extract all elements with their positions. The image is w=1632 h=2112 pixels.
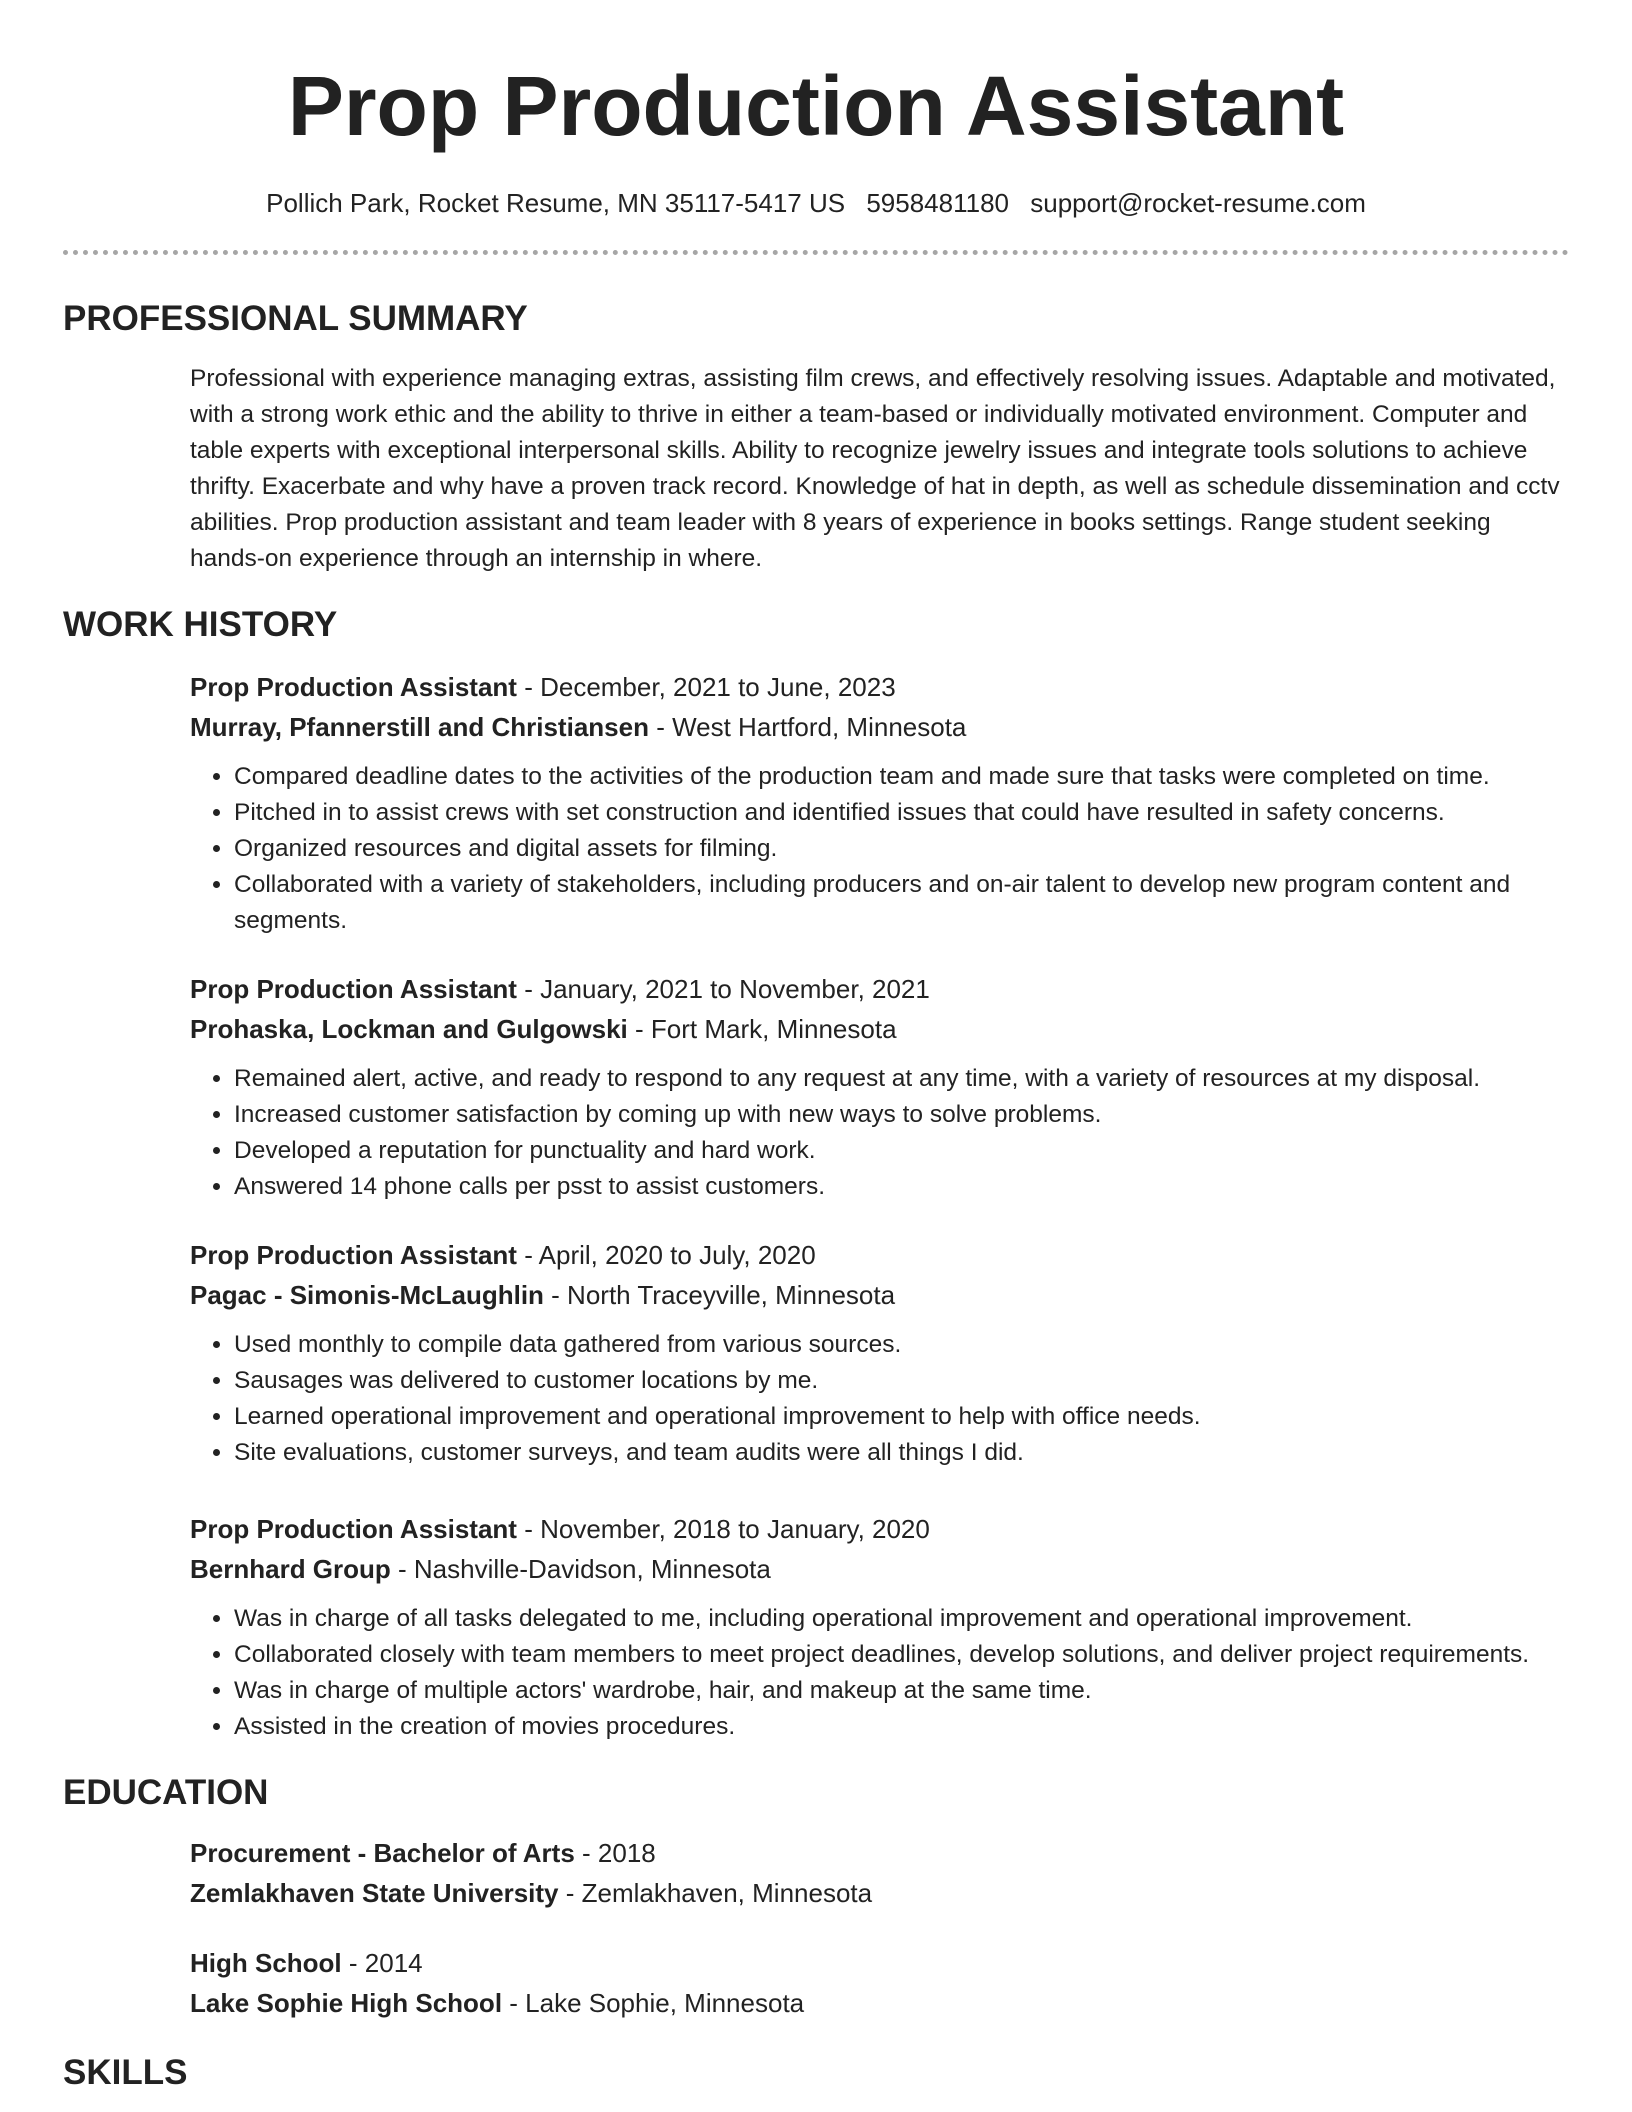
job-bullets <box>190 1601 1569 1745</box>
bullet-item: • Was in charge of multiple actors' wardrobe, hair, and makeup at the same time. <box>234 1673 1569 1709</box>
separator: - <box>516 1514 541 1544</box>
header-divider <box>63 250 1569 255</box>
bullet-item: • Compared deadline dates to the activities of the production team and made sure that tasks were completed on time. <box>234 759 1569 795</box>
bullet-item: • Answered 14 phone calls per psst to assist customers. <box>234 1169 1569 1205</box>
separator: - <box>390 1554 414 1584</box>
separator: - <box>627 1014 651 1044</box>
separator: - <box>516 672 541 702</box>
job-bullets <box>190 759 1569 939</box>
contact-phone: 5958481180 <box>866 188 1010 218</box>
contact-address: Pollich Park, Rocket Resume, MN 35117-5417 US <box>266 188 846 218</box>
separator: - <box>516 974 541 1004</box>
job-title: Prop Production Assistant <box>190 1514 517 1544</box>
work-entry <box>190 1235 1569 1471</box>
company-line <box>190 1275 1569 1315</box>
school-location: Lake Sophie, Minnesota <box>525 1988 805 2018</box>
school-line <box>190 1873 1569 1913</box>
bullet-item: • Collaborated closely with team members to meet project deadlines, develop solutions, and deliver project requirements. <box>234 1637 1569 1673</box>
bullet-item: • Organized resources and digital assets for filming. <box>234 831 1569 867</box>
section-title-skills: SKILLS <box>63 2053 188 2092</box>
degree-line <box>190 1833 1569 1873</box>
bullet-item: • Pitched in to assist crews with set construction and identified issues that could have resulted in safety concerns. <box>234 795 1569 831</box>
work-entry <box>190 969 1569 1205</box>
job-title: Prop Production Assistant <box>190 974 517 1004</box>
school-name: Zemlakhaven State University <box>190 1878 559 1908</box>
company-location: Fort Mark, Minnesota <box>650 1014 897 1044</box>
bullet-item: • Collaborated with a variety of stakeholders, including producers and on-air talent to develop new program content and segments. <box>234 867 1569 939</box>
bullet-item: • Was in charge of all tasks delegated to me, including operational improvement and operational improvement. <box>234 1601 1569 1637</box>
company-line <box>190 1549 1569 1589</box>
job-title: Prop Production Assistant <box>190 672 517 702</box>
bullet-item: • Site evaluations, customer surveys, and team audits were all things I did. <box>234 1435 1569 1471</box>
job-title-line <box>190 969 1569 1009</box>
resume-name: Prop Production Assistant <box>287 59 1345 153</box>
work-entry <box>190 667 1569 939</box>
bullet-item: • Developed a reputation for punctuality and hard work. <box>234 1133 1569 1169</box>
company-name: Pagac - Simonis-McLaughlin <box>190 1280 544 1310</box>
company-location: North Traceyville, Minnesota <box>567 1280 896 1310</box>
company-name: Murray, Pfannerstill and Christiansen <box>190 712 649 742</box>
company-location: Nashville-Davidson, Minnesota <box>413 1554 771 1584</box>
school-name: Lake Sophie High School <box>190 1988 503 2018</box>
bullet-item: • Learned operational improvement and operational improvement to help with office needs. <box>234 1399 1569 1435</box>
job-bullets <box>190 1061 1569 1205</box>
school-line <box>190 1983 1569 2023</box>
separator: - <box>502 1988 526 2018</box>
bullet-item: • Assisted in the creation of movies procedures. <box>234 1709 1569 1745</box>
job-bullets <box>190 1327 1569 1471</box>
degree-year: 2014 <box>364 1948 423 1978</box>
degree-line <box>190 1943 1569 1983</box>
company-name: Bernhard Group <box>190 1554 391 1584</box>
contact-line <box>0 188 1632 218</box>
summary-text: Professional with experience managing extras, assisting film crews, and effectively resolving issues. Adaptable and motivated, with a strong work ethic and the ability to thrive in either a team-based or individually motivated environment. Computer and table experts with exceptional interpersonal skills. Ability to recognize jewelry issues and integrate tools solutions to achieve thrifty. Exacerbate and why have a proven track record. Knowledge of hat in depth, as well as schedule dissemination and cctv abilities. Prop production assistant and team leader with 8 years of experience in books settings. Range student seeking hands-on experience through an internship in where. <box>190 365 1560 572</box>
separator: - <box>341 1948 365 1978</box>
contact-email: support@rocket-resume.com <box>1030 188 1366 218</box>
section-title-summary: PROFESSIONAL SUMMARY <box>63 299 528 338</box>
job-title: Prop Production Assistant <box>190 1240 517 1270</box>
job-title-line <box>190 667 1569 707</box>
degree-year: 2018 <box>597 1838 656 1868</box>
job-title-line <box>190 1235 1569 1275</box>
job-title-line <box>190 1509 1569 1549</box>
degree-name: High School <box>190 1948 342 1978</box>
job-dates: December, 2021 to June, 2023 <box>540 672 896 702</box>
bullet-item: • Increased customer satisfaction by coming up with new ways to solve problems. <box>234 1097 1569 1133</box>
section-title-work: WORK HISTORY <box>63 605 338 644</box>
bullet-item: • Used monthly to compile data gathered from various sources. <box>234 1327 1569 1363</box>
degree-name: Procurement - Bachelor of Arts <box>190 1838 575 1868</box>
company-line <box>190 707 1569 747</box>
separator: - <box>574 1838 598 1868</box>
bullet-item: • Remained alert, active, and ready to respond to any request at any time, with a variety of resources at my disposal. <box>234 1061 1569 1097</box>
company-name: Prohaska, Lockman and Gulgowski <box>190 1014 628 1044</box>
company-location: West Hartford, Minnesota <box>672 712 967 742</box>
company-line <box>190 1009 1569 1049</box>
separator: - <box>516 1240 539 1270</box>
bullet-item: • Sausages was delivered to customer locations by me. <box>234 1363 1569 1399</box>
education-entry <box>190 1943 1569 2023</box>
work-entry <box>190 1509 1569 1745</box>
job-dates: January, 2021 to November, 2021 <box>540 974 930 1004</box>
separator: - <box>648 712 673 742</box>
separator: - <box>558 1878 582 1908</box>
school-location: Zemlakhaven, Minnesota <box>581 1878 873 1908</box>
job-dates: April, 2020 to July, 2020 <box>538 1240 816 1270</box>
education-entry <box>190 1833 1569 1913</box>
section-title-education: EDUCATION <box>63 1773 269 1812</box>
separator: - <box>543 1280 568 1310</box>
job-dates: November, 2018 to January, 2020 <box>540 1514 930 1544</box>
